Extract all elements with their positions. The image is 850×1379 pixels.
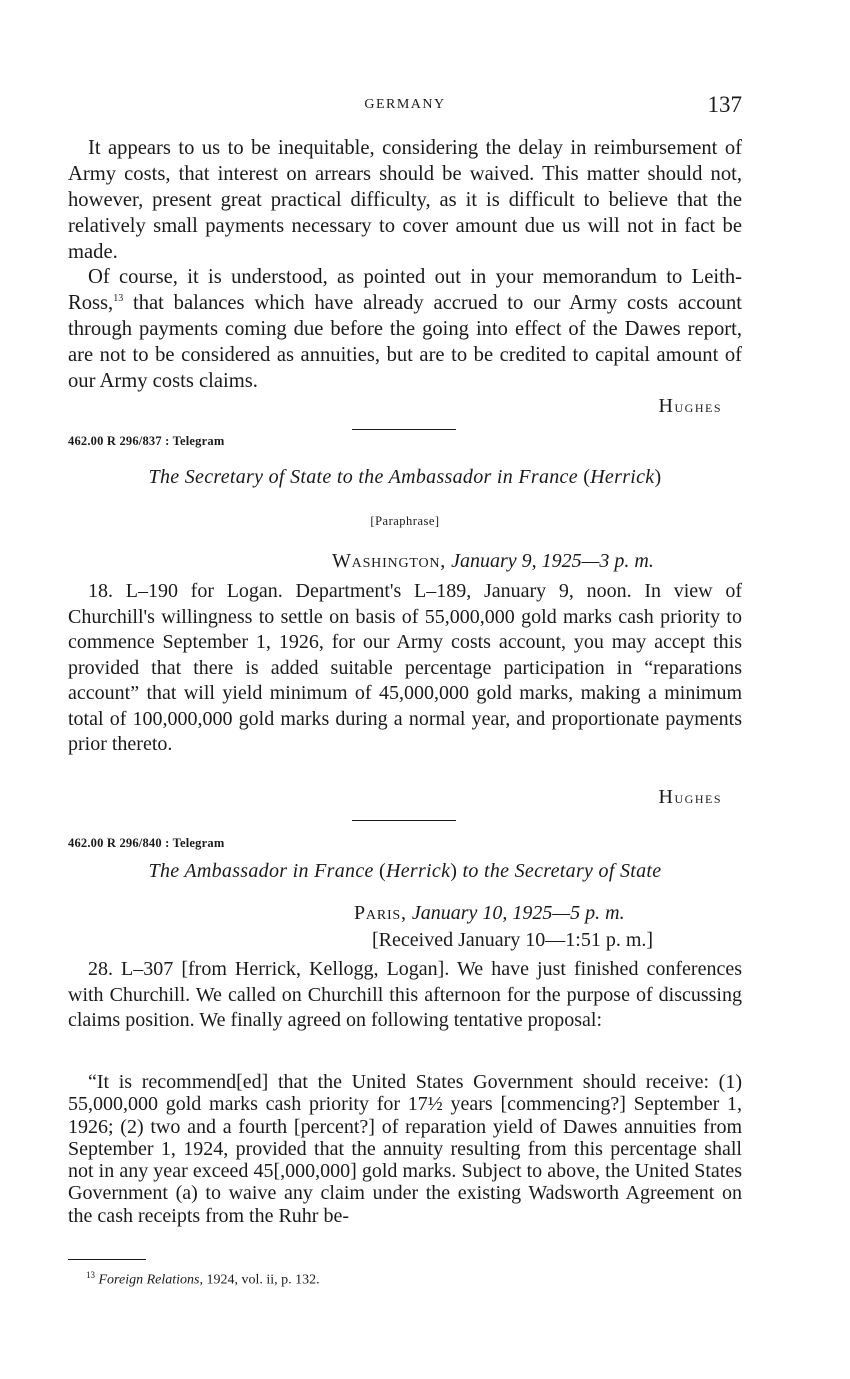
doc2-signature: Hughes (658, 786, 722, 808)
doc1-signature: Hughes (658, 395, 722, 417)
doc3-dateline (354, 902, 625, 925)
doc3-title-paren-open: ( (378, 860, 386, 882)
section-divider (352, 429, 456, 430)
running-head (68, 92, 742, 122)
doc2-title-name: Herrick (590, 466, 655, 488)
footnote-citation: 1924, vol. ii, p. 132. (202, 1272, 320, 1288)
doc3-title-name: Herrick (385, 860, 451, 882)
doc2-body: 18. L–190 for Logan. Department's L–189, January 9, noon. In view of Churchill's willingness to settle on basis of 55,000,000 gold marks cash priority to commence September 1, 1926, for our Army costs account, you may accept this provided that there is added suitable percentage participation in “reparations account” that will yield minimum of 45,000,000 gold marks, making a minimum total of 100,000,000 gold marks during a normal year, and proportionate payments prior thereto. (68, 580, 742, 755)
footnote-reference: 13 (113, 293, 124, 305)
doc2-file-reference: 462.00 R 296/837 : Telegram (68, 434, 225, 448)
doc3-title-text: The Ambassador in France (148, 860, 379, 882)
doc2-paraphrase-note: [Paraphrase] (370, 514, 440, 528)
doc3-received-note: [Received January 10—1:51 p. m.] (372, 929, 654, 951)
doc2-dateline (332, 550, 654, 573)
doc1-paragraph-2 (68, 264, 742, 394)
doc3-title-paren-close: ) (450, 860, 458, 882)
doc1-paragraph-1: It appears to us to be inequitable, considering the delay in reimbursement of Army costs, that interest on arrears should be waived. This matter should not, however, present great practical difficulty, as it is difficult to believe that the relatively small payments necessary to cover amount due us will not in fact be made. (68, 137, 742, 263)
running-title: GERMANY (364, 97, 446, 112)
doc2-title-text: The Secretary of State to the Ambassador in France (148, 466, 584, 488)
doc3-quoted-proposal: “It is recommend[ed] that the United States Government should receive: (1) 55,000,000 gold marks cash priority for 17½ years [commencing?] September 1, 1926; (2) two and a fourth [percent?] of reparation yield of Dawes annuities from September 1, 1924, provided that the annuity resulting from this percentage shall not in any year exceed 45[,000,000] gold marks. Subject to above, the United States Government (a) to waive any claim under the existing Wadsworth Agreement on the cash receipts from the Ruhr be- (68, 1071, 742, 1227)
doc3-title (68, 860, 742, 883)
footnote-mark: 13 (86, 1270, 95, 1280)
section-divider (352, 820, 456, 821)
doc3-title-text-end: to the Secretary of State (457, 860, 662, 882)
doc1-paragraph-2-continued: that balances which have already accrued to our Army costs account through payments coming due before the going into effect of the Dawes report, are not to be considered as annuities, but are to be credited to capital amount of our Army costs claims. (68, 292, 742, 392)
doc2-title-paren-close: ) (654, 466, 662, 488)
doc3-dateline-date: January 10, 1925—5 p. m. (411, 902, 625, 924)
footnote-divider (68, 1259, 146, 1260)
doc2-title (68, 466, 742, 489)
doc3-body: 28. L–307 [from Herrick, Kellogg, Logan]. We have just finished conferences with Churchill. We called on Churchill this afternoon for the purpose of discussing claims position. We finally agreed on following tentative proposal: (68, 958, 742, 1031)
page-number: 137 (707, 92, 742, 117)
footnote (86, 1270, 320, 1289)
doc1-paragraph-2-text: Of course, it is understood, as pointed out in your memorandum to Leith-Ross, (68, 266, 742, 314)
footnote-source: Foreign Relations, (98, 1272, 203, 1288)
doc2-dateline-date: January 9, 1925—3 p. m. (451, 550, 654, 572)
doc2-dateline-place: Washington, (332, 550, 447, 572)
doc2-title-paren-open: ( (583, 466, 591, 488)
doc3-file-reference: 462.00 R 296/840 : Telegram (68, 836, 225, 850)
doc3-dateline-place: Paris, (354, 902, 407, 924)
